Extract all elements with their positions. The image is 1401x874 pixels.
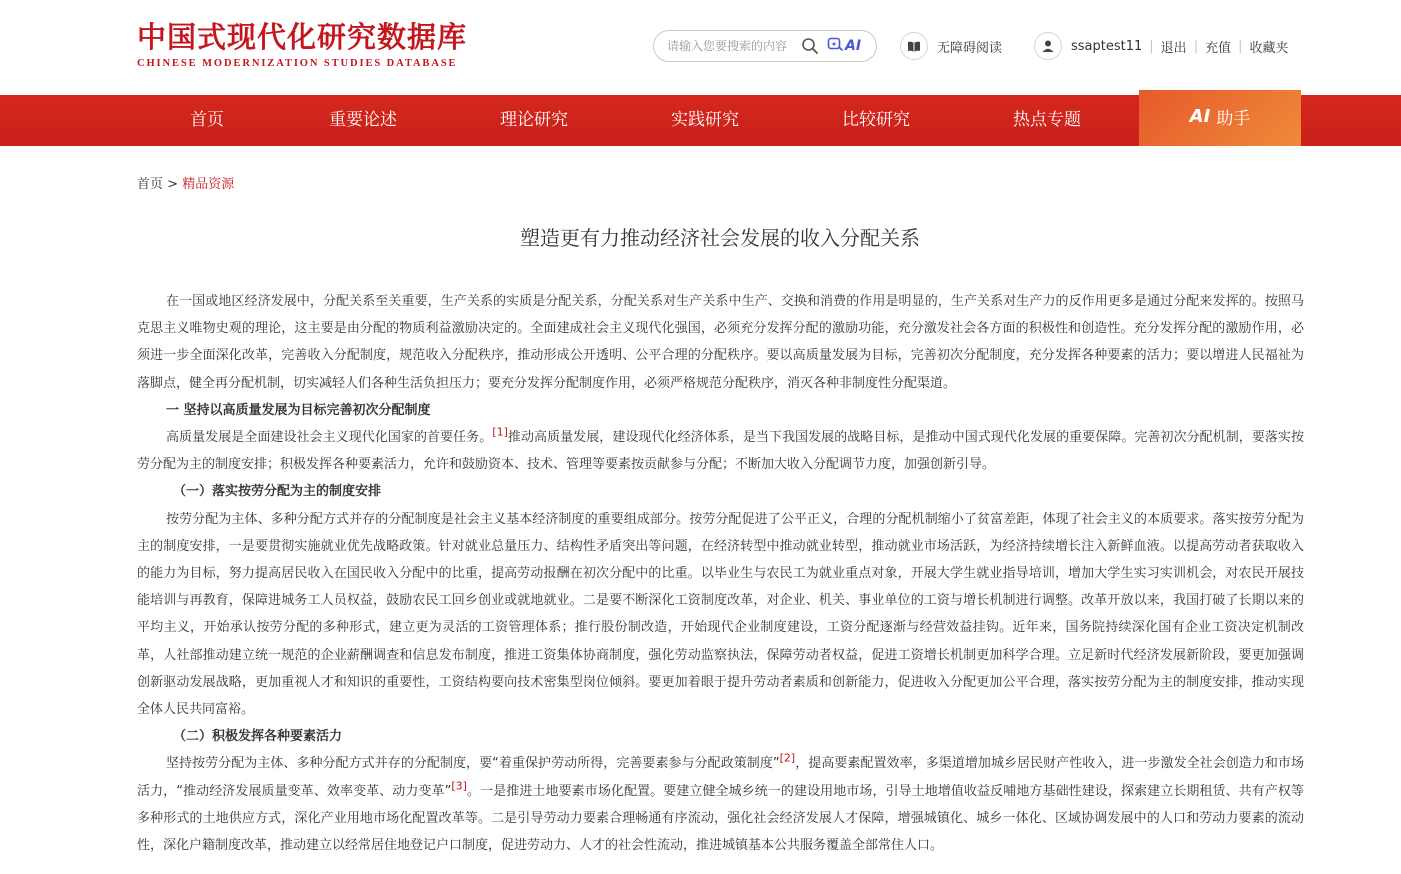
subsection-paragraph: 按劳分配为主体、多种分配方式并存的分配制度是社会主义基本经济制度的重要组成部分。按劳分配促进了公平正义，合理的分配机制缩小了贫富差距，体现了社会主义的本质要求。落实按劳分配为主的制度安排，一是要贯彻实施就业优先战略政策。针对就业总量压力、结构性矛盾突出等问题，在经济转型中推动就业转型，推动就业市场活跃，为经济持续增长注入新鲜血液。以提高劳动者获取收入的能力为目标，努力提高居民收入在国民收入分配中的比重，提高劳动报酬在初次分配中的比重。以毕业生与农民工为就业重点对象，开展大学生就业指导培训，增加大学生实习实训机会，对农民开展技能培训与再教育，保障进城务工人员权益，鼓励农民工回乡创业或就地就业。二是要不断深化工资制度改革，对企业、机关、事业单位的工资与增长机制进行调整。改革开放以来，我国打破了长期以来的平均主义，开始承认按劳分配的多种形式，建立更为灵活的工资管理体系；推行股份制改造，开始现代企业制度建设，工资分配逐渐与经营效益挂钩。近年来，国务院持续深化国有企业工资决定机制改革，人社部推动建立统一规范的企业薪酬调查和信息发布制度，推进工资集体协商制度，强化劳动监察执法，保障劳动者权益，促进工资增长机制更加科学合理。立足新时代经济发展新阶段，要更加强调创新驱动发展战略，更加重视人才和知识的重要性，工资结构要向技术密集型岗位倾斜。要更加着眼于提升劳动者素质和创新能力，促进收入分配更加公平合理，落实按劳分配为主的制度安排，推动实现全体人民共同富裕。 (137, 511, 1304, 718)
section-paragraph (137, 424, 1304, 478)
search-icon[interactable] (801, 37, 819, 55)
logo-title-cn: 中国式现代化研究数据库 (137, 20, 468, 54)
article-body (137, 288, 1304, 859)
paragraph-text: 坚持按劳分配为主体、多种分配方式并存的分配制度，要“着重保护劳动所得，完善要素参与分配政策制度” (166, 756, 780, 772)
nav-item-comparative-research[interactable]: 比较研究 (842, 110, 910, 130)
favorites-link[interactable]: 收藏夹 (1249, 40, 1289, 56)
accessibility-icon (900, 32, 928, 60)
subsection-heading: （一）落实按劳分配为主的制度安排 (173, 484, 382, 500)
nav-item-theory-research[interactable]: 理论研究 (500, 110, 568, 130)
nav-item-home[interactable]: 首页 (190, 110, 224, 130)
subsection-paragraph (137, 750, 1304, 859)
logo-title-en: CHINESE MODERNIZATION STUDIES DATABASE (137, 58, 458, 69)
logout-link[interactable]: 退出 (1160, 40, 1187, 56)
divider: | (1238, 38, 1243, 54)
subsection-heading: （二）积极发挥各种要素活力 (173, 729, 343, 745)
breadcrumb (137, 173, 234, 192)
site-logo[interactable] (137, 20, 467, 69)
site-header (0, 0, 1401, 95)
article-title: 塑造更有力推动经济社会发展的收入分配关系 (520, 226, 920, 250)
footnote-ref[interactable]: [1] (492, 425, 508, 439)
user-menu (1034, 32, 1289, 60)
section-heading: 一 坚持以高质量发展为目标完善初次分配制度 (166, 402, 431, 418)
recharge-link[interactable]: 充值 (1205, 40, 1232, 56)
breadcrumb-current[interactable]: 精品资源 (182, 177, 235, 192)
search-input[interactable] (667, 39, 797, 53)
user-avatar-icon[interactable] (1034, 32, 1062, 60)
divider: | (1149, 38, 1154, 54)
username[interactable]: ssaptest11 (1071, 38, 1143, 54)
ai-sparkle-icon (827, 36, 843, 56)
paragraph-text: ，提高要素配置效率，多渠道增加城乡居民财产性收入，进一步激发全社会创造力和市场活力，“推动经济发展质量变革、效率变革、动力变革” (137, 756, 1304, 799)
article-intro-paragraph: 在一国或地区经济发展中，分配关系至关重要，生产关系的实质是分配关系，分配关系对生产关系中生产、交换和消费的作用是明显的，生产关系对生产力的反作用更多是通过分配来发挥的。按照马克思主义唯物史观的理论，这主要是由分配的物质利益激励决定的。全面建成社会主义现代化强国，必须充分发挥分配的激励功能，充分激发社会各方面的积极性和创造性。充分发挥分配的激励作用，必须进一步全面深化改革，完善收入分配制度，规范收入分配秩序，推动形成公开透明、公平合理的分配秩序。要以高质量发展为目标，完善初次分配制度，充分发挥各种要素的活力；要以增进人民福祉为落脚点，健全再分配机制，切实减轻人们各种生活负担压力；要充分发挥分配制度作用，必须严格规范分配秩序，消灭各种非制度性分配渠道。 (137, 294, 1304, 391)
accessibility-reading[interactable] (900, 32, 1002, 60)
footnote-ref[interactable]: [3] (451, 779, 467, 793)
ai-search-button[interactable] (827, 36, 861, 56)
nav-item-hot-topics[interactable]: 热点专题 (1013, 110, 1081, 130)
ai-search-label: AI (845, 38, 862, 54)
breadcrumb-separator: > (167, 177, 179, 192)
search-box (653, 30, 877, 62)
paragraph-text: 高质量发展是全面建设社会主义现代化国家的首要任务。 (166, 430, 493, 446)
nav-item-ai-helper[interactable] (1139, 90, 1301, 146)
accessibility-label: 无障碍阅读 (937, 40, 1003, 56)
ai-helper-label: 助手 (1216, 108, 1251, 129)
nav-item-important-discourses[interactable]: 重要论述 (329, 110, 397, 130)
paragraph-text: 推动高质量发展，建设现代化经济体系，是当下我国发展的战略目标，是推动中国式现代化发展的重要保障。完善初次分配机制，要落实按劳分配为主的制度安排；积极发挥各种要素活力，允许和鼓励资本、技术、管理等要素按贡献参与分配；不断加大收入分配调节力度，加强创新引导。 (137, 430, 1304, 473)
ai-helper-ai: AI (1189, 105, 1211, 127)
breadcrumb-home[interactable]: 首页 (137, 177, 164, 192)
paragraph-text: 。一是推进土地要素市场化配置。要建立健全城乡统一的建设用地市场，引导土地增值收益反哺地方基础性建设，探索建立长期租赁、共有产权等多种形式的土地供应方式，深化产业用地市场化配置改革等。二是引导劳动力要素合理畅通有序流动，强化社会经济发展人才保障，增强城镇化、城乡一体化、区域协调发展中的人口和劳动力要素的流动性，深化户籍制度改革，推动建立以经常居住地登记户口制度，促进劳动力、人才的社会性流动，推进城镇基本公共服务覆盖全部常住人口。 (137, 783, 1304, 854)
divider: | (1193, 38, 1199, 54)
nav-item-practice-research[interactable]: 实践研究 (671, 110, 739, 130)
main-nav (0, 95, 1401, 146)
footnote-ref[interactable]: [2] (779, 752, 796, 766)
